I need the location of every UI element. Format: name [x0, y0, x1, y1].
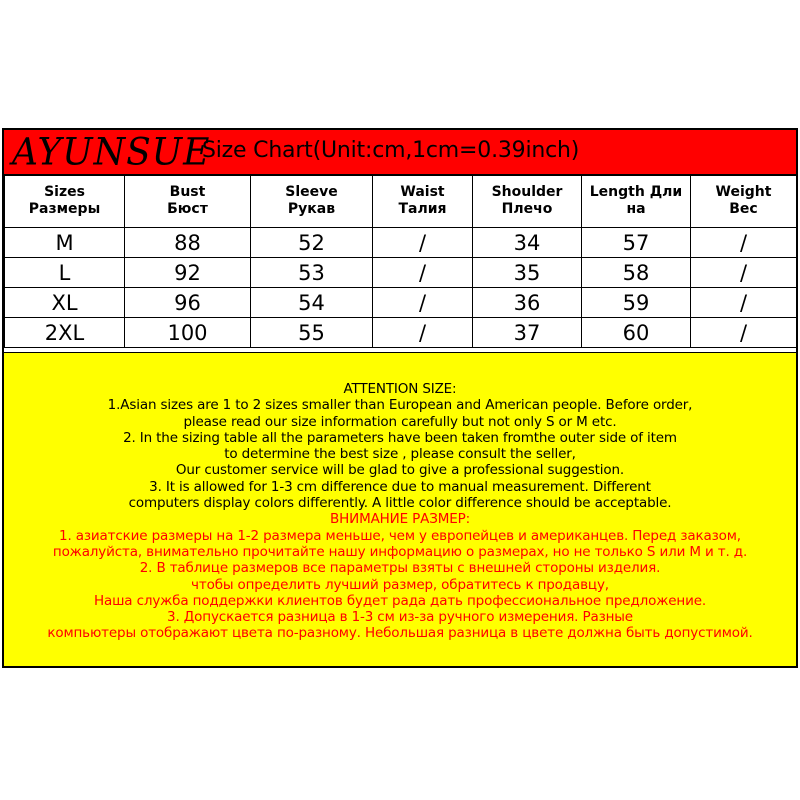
- note-line-en: 1.Asian sizes are 1 to 2 sizes smaller than European and American people. Before order,: [107, 397, 693, 414]
- note-line-ru: Наша служба поддержки клиентов будет рада дать профессиональное предложение.: [93, 592, 706, 609]
- notes-heading-ru: ВНИМАНИЕ РАЗМЕР:: [330, 511, 470, 528]
- cell-weight: /: [691, 288, 797, 318]
- cell-bust: 92: [125, 258, 251, 288]
- note-line-en: 2. In the sizing table all the parameters have been taken fromthe outer side of item: [123, 429, 677, 446]
- col-header-length: Length Дли на: [582, 175, 691, 228]
- col-header-bust: Bust Бюст: [125, 175, 251, 228]
- cell-size: XL: [5, 288, 125, 318]
- size-table: [4, 174, 797, 348]
- cell-bust: 96: [125, 288, 251, 318]
- cell-shoulder: 37: [473, 318, 582, 348]
- note-line-en: computers display colors differently. A little color difference should be acceptable.: [128, 495, 672, 512]
- size-notes: [4, 352, 796, 666]
- table-row: [5, 258, 797, 288]
- note-line-en: Our customer service will be glad to give a professional suggestion.: [175, 462, 625, 479]
- col-header-shoulder: Shoulder Плечо: [473, 175, 582, 228]
- col-header-sleeve: Sleeve Рукав: [251, 175, 373, 228]
- table-row: [5, 228, 797, 258]
- cell-shoulder: 35: [473, 258, 582, 288]
- cell-weight: /: [691, 228, 797, 258]
- table-row: [5, 318, 797, 348]
- cell-shoulder: 34: [473, 228, 582, 258]
- note-line-ru: 1. азиатские размеры на 1-2 размера меньше, чем у европейцев и американцев. Перед заказом,: [59, 527, 741, 544]
- col-header-weight: Weight Вес: [691, 175, 797, 228]
- cell-bust: 88: [125, 228, 251, 258]
- cell-sleeve: 55: [251, 318, 373, 348]
- cell-weight: /: [691, 318, 797, 348]
- note-line-en: 3. It is allowed for 1-3 cm difference due to manual measurement. Different: [149, 478, 651, 495]
- cell-sleeve: 52: [251, 228, 373, 258]
- cell-length: 60: [582, 318, 691, 348]
- cell-waist: /: [373, 228, 473, 258]
- brand-logo: AYUNSUE: [12, 130, 211, 175]
- cell-waist: /: [373, 288, 473, 318]
- size-chart: [2, 128, 798, 668]
- chart-title: Size Chart(Unit:cm,1cm=0.39inch): [202, 138, 580, 163]
- cell-size: L: [5, 258, 125, 288]
- table-row: [5, 288, 797, 318]
- col-header-waist: Waist Талия: [373, 175, 473, 228]
- col-header-sizes: Sizes Размеры: [5, 175, 125, 228]
- cell-sleeve: 54: [251, 288, 373, 318]
- cell-size: 2XL: [5, 318, 125, 348]
- table-header-row: [5, 175, 797, 228]
- note-line-en: to determine the best size , please consult the seller,: [224, 446, 576, 463]
- cell-bust: 100: [125, 318, 251, 348]
- cell-length: 59: [582, 288, 691, 318]
- chart-header: [4, 130, 796, 176]
- cell-weight: /: [691, 258, 797, 288]
- note-line-ru: 2. В таблице размеров все параметры взяты с внешней стороны изделия.: [139, 560, 661, 577]
- cell-sleeve: 53: [251, 258, 373, 288]
- note-line-ru: компьютеры отображают цвета по-разному. Небольшая разница в цвете должна быть допустимой.: [47, 625, 753, 642]
- notes-heading-en: ATTENTION SIZE:: [343, 381, 457, 397]
- note-line-ru: пожалуйста, внимательно прочитайте нашу информацию о размерах, но не только S или M и т. д.: [52, 543, 748, 560]
- note-line-ru: 3. Допускается разница в 1-3 см из-за ручного измерения. Разные: [167, 609, 633, 626]
- cell-length: 57: [582, 228, 691, 258]
- cell-size: M: [5, 228, 125, 258]
- cell-length: 58: [582, 258, 691, 288]
- cell-waist: /: [373, 318, 473, 348]
- note-line-en: please read our size information carefully but not only S or M etc.: [183, 413, 617, 430]
- note-line-ru: чтобы определить лучший размер, обратитесь к продавцу,: [191, 576, 609, 593]
- cell-shoulder: 36: [473, 288, 582, 318]
- cell-waist: /: [373, 258, 473, 288]
